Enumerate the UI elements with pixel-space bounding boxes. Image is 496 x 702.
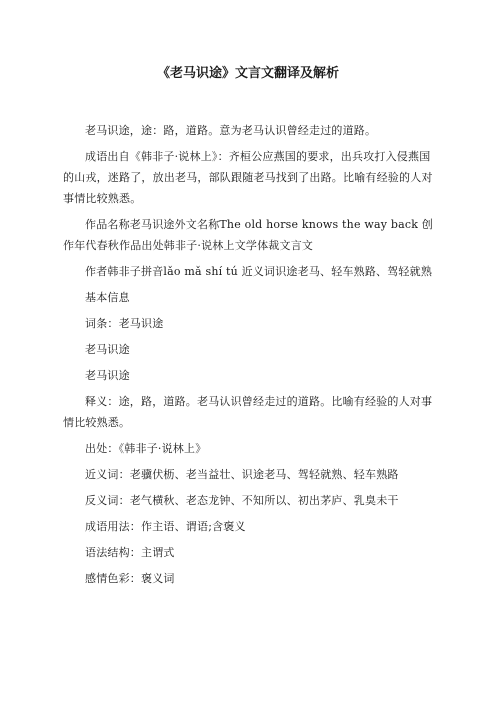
paragraph-origin: 成语出自《韩非子·说林上》：齐桓公应燕国的要求，出兵攻打入侵燕国的山戎，迷路了，放出老马，部队跟随老马找到了出路。比喻有经验的人对事情比较熟悉。 [63, 150, 433, 205]
section-heading-basic-info: 基本信息 [85, 291, 130, 304]
paragraph-synonyms: 近义词：老骥伏枥、老当益壮、识途老马、驾轻就熟、轻车熟路 [85, 468, 399, 481]
paragraph-sentiment: 感情色彩：褒义词 [85, 572, 175, 585]
document-body [63, 120, 435, 594]
paragraph-term: 老马识途 [85, 343, 130, 356]
paragraph-definition: 老马识途，途：路，道路。意为老马认识曾经走过的道路。 [85, 124, 377, 137]
paragraph-meaning: 释义：途，路，道路。老马认识曾经走过的道路。比喻有经验的人对事情比较熟悉。 [63, 395, 433, 429]
paragraph-antonyms: 反义词：老气横秋、老态龙钟、不知所以、初出茅庐、乳臭未干 [85, 494, 399, 507]
paragraph-author-info: 作者韩非子拼音lǎo mǎ shí tú 近义词识途老马、轻车熟路、驾轻就熟 [85, 265, 433, 278]
paragraph-term: 老马识途 [85, 369, 130, 382]
paragraph-grammar: 语法结构：主谓式 [85, 546, 175, 559]
paragraph-usage: 成语用法：作主语、谓语;含褒义 [85, 520, 246, 533]
paragraph-source: 出处：《韩非子·说林上》 [85, 442, 207, 455]
document-title: 《老马识途》文言文翻译及解析 [156, 66, 339, 81]
paragraph-entry: 词条：老马识途 [85, 317, 164, 330]
paragraph-work-info: 作品名称老马识途外文名称The old horse knows the way back 创作年代春秋作品出处韩非子·说林上文学体裁文言文 [63, 218, 433, 252]
